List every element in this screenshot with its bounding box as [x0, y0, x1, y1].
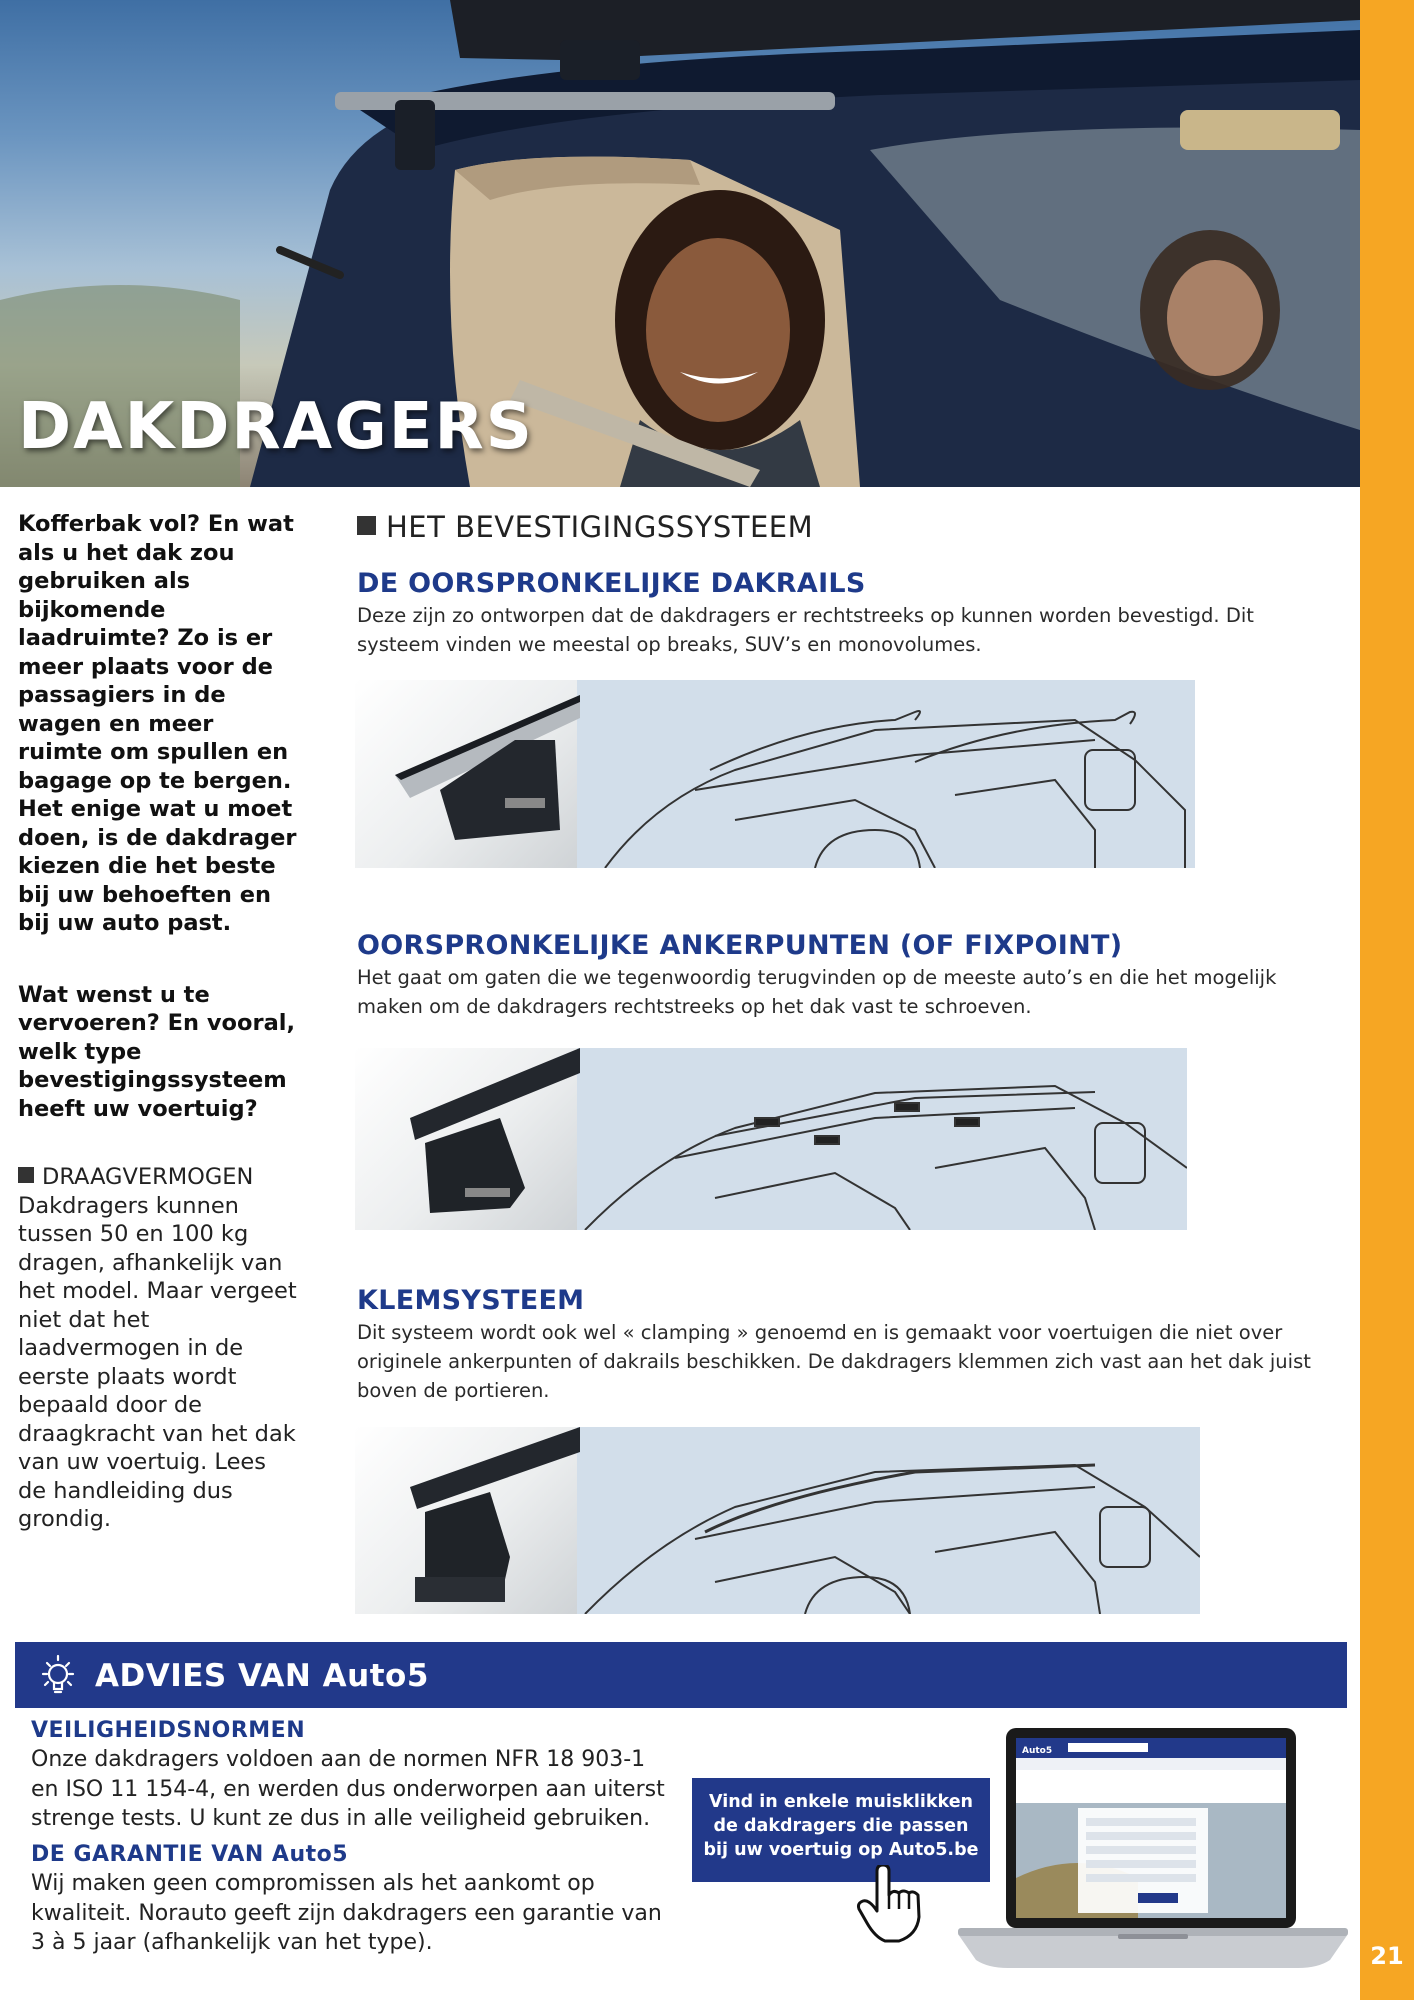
- capacity-heading-label: DRAAGVERMOGEN: [42, 1164, 254, 1190]
- capacity-heading: [18, 1163, 300, 1192]
- question-text: Wat wenst u te vervoeren? En vooral, welk type bevestigingssysteem heeft uw voertuig?: [18, 981, 296, 1122]
- clamp-illustration: [355, 1427, 1200, 1614]
- section-heading: [357, 510, 813, 544]
- guarantee-section: [31, 1842, 671, 1958]
- safety-title: VEILIGHEIDSNORMEN: [31, 1718, 306, 1743]
- capacity-section: [18, 1163, 300, 1534]
- guarantee-text: Wij maken geen compromissen als het aankomt op kwaliteit. Norauto geeft zijn dakdragers een garantie van 3 à 5 jaar (afhankelijk van het type).: [31, 1871, 662, 1955]
- advice-title: ADVIES VAN Auto5: [95, 1658, 429, 1694]
- section-heading-label: HET BEVESTIGINGSSYSTEEM: [386, 510, 814, 544]
- system-text: Dit systeem wordt ook wel « clamping » genoemd en is gemaakt voor voertuigen die niet over originele ankerpunten of dakrails beschikken. De dakdragers klemmen zich vast aan het dak juist boven de portieren.: [357, 1321, 1311, 1402]
- system-title: KLEMSYSTEEM: [357, 1285, 585, 1316]
- roof-rails-illustration: [355, 680, 1195, 868]
- pointing-hand-icon: [855, 1865, 925, 1945]
- capacity-text: Dakdragers kunnen tussen 50 en 100 kg dragen, afhankelijk van het model. Maar vergeet niet dat het laadvermogen in de eerste plaats wordt bepaald door de draagkracht van het dak van uw voertuig. Lees de handleiding dus grondig.: [18, 1192, 297, 1532]
- side-accent-strip: [1360, 0, 1414, 2000]
- system-text: Het gaat om gaten die we tegenwoordig terugvinden op de meeste auto’s en die het mogelijk maken om de dakdragers rechtstreeks op het dak vast te schroeven.: [357, 966, 1277, 1018]
- system-clamp: [357, 1285, 1317, 1405]
- guarantee-title: DE GARANTIE VAN Auto5: [31, 1842, 349, 1867]
- square-bullet-icon: [357, 516, 376, 535]
- system-title: DE OORSPRONKELIJKE DAKRAILS: [357, 568, 866, 599]
- left-column: [18, 510, 300, 1534]
- safety-section: [31, 1718, 671, 1834]
- laptop-brand: Auto5: [1022, 1746, 1053, 1756]
- cta-text: Vind in enkele muisklikken de dakdragers die passen bij uw voertuig op: [703, 1792, 974, 1860]
- page-title: DAKDRAGERS: [18, 390, 534, 464]
- system-text: Deze zijn zo ontworpen dat de dakdragers er rechtstreeks op kunnen worden bevestigd. Dit systeem vinden we meestal op breaks, SUV’s en monovolumes.: [357, 604, 1254, 656]
- system-fixpoint: [357, 930, 1317, 1021]
- cta-site-link[interactable]: Auto5.be: [888, 1840, 979, 1860]
- page-number: 21: [1370, 1942, 1404, 1970]
- intro-text: Kofferbak vol? En wat als u het dak zou gebruiken als bijkomende laadruimte? Zo is er meer plaats voor de passagiers in de wagen en meer ruimte om spullen en bagage op te bergen. Het enige wat u moet doen, is de dakdrager kiezen die het beste bij uw behoeften en bij uw auto past.: [18, 511, 297, 936]
- square-bullet-icon: [18, 1167, 34, 1183]
- lightbulb-icon: [33, 1650, 83, 1700]
- system-title: OORSPRONKELIJKE ANKERPUNTEN (OF FIXPOINT): [357, 930, 1123, 961]
- safety-text: Onze dakdragers voldoen aan de normen NFR 18 903-1 en ISO 11 154-4, en werden dus onderworpen aan uiterst strenge tests. U kunt ze dus in alle veiligheid gebruiken.: [31, 1747, 665, 1831]
- advice-banner: [15, 1642, 1347, 1708]
- laptop-icon: [958, 1728, 1348, 1973]
- hero-image: [0, 0, 1360, 487]
- system-roof-rails: [357, 568, 1317, 659]
- website-cta-box[interactable]: [692, 1778, 990, 1882]
- fixpoint-illustration: [355, 1048, 1187, 1230]
